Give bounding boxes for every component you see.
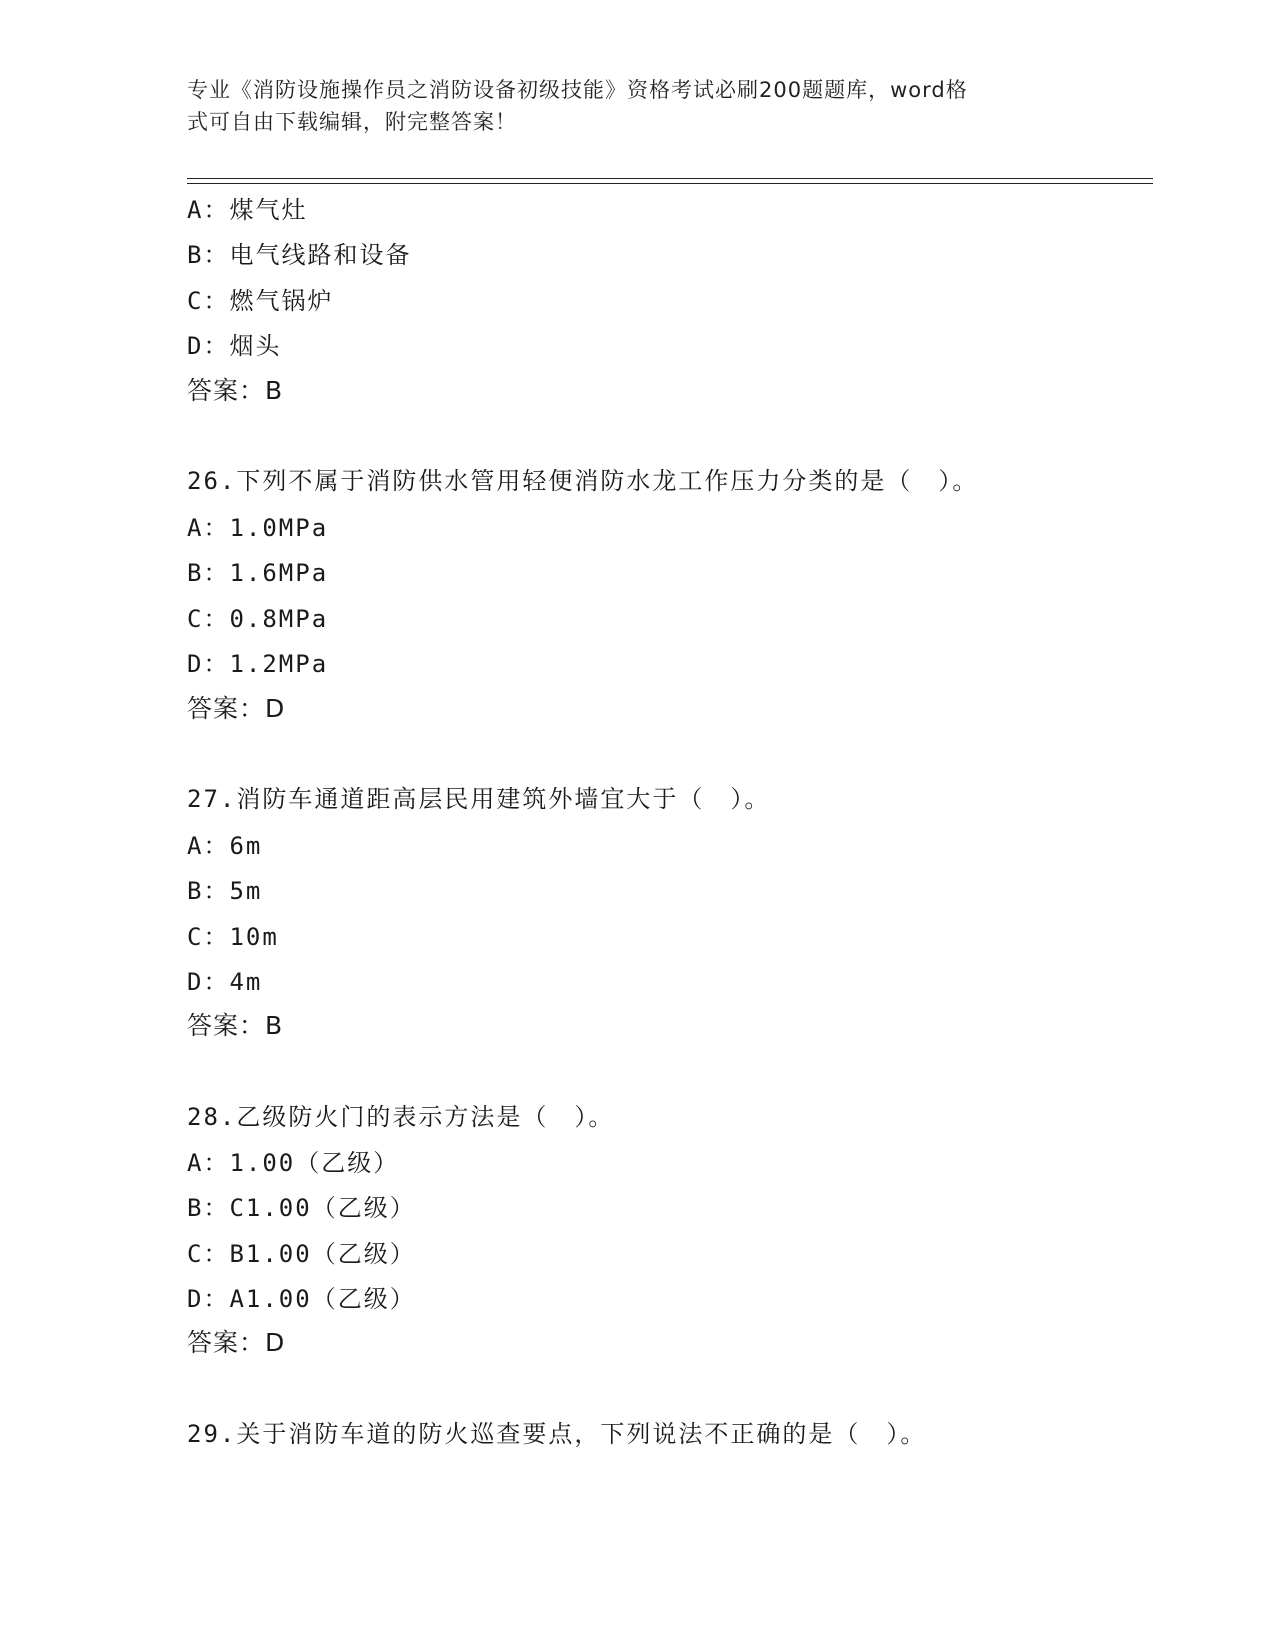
q27-option-a: A：6m <box>187 832 263 860</box>
q28-option-a: A：1.00（乙级） <box>187 1149 400 1177</box>
q27-option-b: B：5m <box>187 877 263 905</box>
header-divider-top <box>187 178 1153 179</box>
header-divider-bottom <box>187 183 1153 184</box>
q28-stem: 28.乙级防火门的表示方法是（ ）。 <box>187 1103 615 1131</box>
header-line-2: 式可自由下载编辑，附完整答案！ <box>187 110 517 134</box>
q25-option-b: B：电气线路和设备 <box>187 241 412 269</box>
q25-option-a: A：煤气灶 <box>187 196 308 224</box>
document-header <box>187 74 1067 138</box>
q26-option-c: C：0.8MPa <box>187 605 329 633</box>
q26-answer: 答案：D <box>187 694 286 723</box>
q27-option-c: C：10m <box>187 923 279 951</box>
q25-answer: 答案：B <box>187 376 284 405</box>
q29-stem: 29.关于消防车道的防火巡查要点，下列说法不正确的是（ ）。 <box>187 1420 927 1448</box>
q28-option-c: C：B1.00（乙级） <box>187 1240 416 1268</box>
q28-option-b: B：C1.00（乙级） <box>187 1194 416 1222</box>
q26-option-a: A：1.0MPa <box>187 514 329 542</box>
q27-option-d: D：4m <box>187 968 263 996</box>
q25-option-c: C：燃气锅炉 <box>187 287 334 315</box>
q26-stem: 26.下列不属于消防供水管用轻便消防水龙工作压力分类的是（ ）。 <box>187 467 979 495</box>
q27-answer: 答案：B <box>187 1011 284 1040</box>
q28-option-d: D：A1.00（乙级） <box>187 1285 416 1313</box>
q25-option-d: D：烟头 <box>187 332 282 360</box>
q26-option-d: D：1.2MPa <box>187 650 329 678</box>
q26-option-b: B：1.6MPa <box>187 559 329 587</box>
q27-stem: 27.消防车通道距高层民用建筑外墙宜大于（ ）。 <box>187 785 771 813</box>
q28-answer: 答案：D <box>187 1328 286 1357</box>
header-line-1: 专业《消防设施操作员之消防设备初级技能》资格考试必刷200题题库，word格 <box>187 78 968 102</box>
